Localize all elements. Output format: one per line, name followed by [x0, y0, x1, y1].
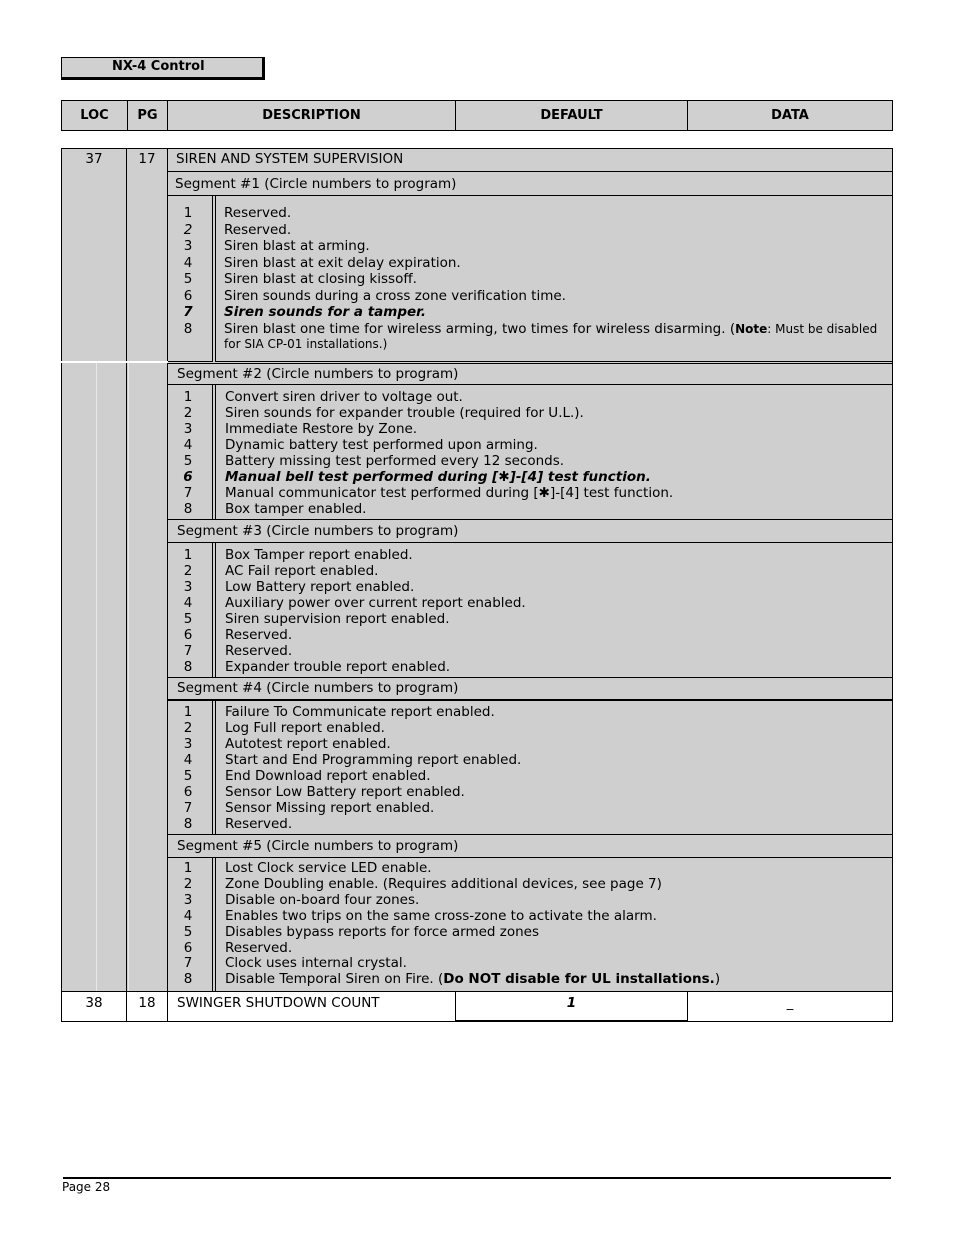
segment-4-body[interactable]: [168, 700, 893, 835]
segment-5-number[interactable]: 3: [183, 891, 193, 908]
segment-5-item: Reserved.: [225, 939, 293, 956]
segment-4-number[interactable]: 7: [183, 800, 193, 816]
row-38-loc: 38: [85, 995, 103, 1011]
segment-4-number[interactable]: 6: [183, 784, 193, 800]
segment-3-item: Expander trouble report enabled.: [225, 659, 451, 675]
segment-3-number[interactable]: 6: [183, 627, 193, 643]
segment-1-number[interactable]: 2: [183, 221, 193, 238]
divider: [128, 363, 129, 991]
segment-3-item: AC Fail report enabled.: [225, 563, 379, 579]
segment-1-item: Siren sounds during a cross zone verification time.: [224, 287, 566, 304]
segment-2-item: Battery missing test performed every 12 seconds.: [225, 453, 565, 469]
segment-5-number[interactable]: 1: [183, 860, 193, 876]
segment-1-item: Siren blast at exit delay expiration.: [224, 254, 461, 271]
note-label: Note: [735, 321, 768, 336]
segment-2-number[interactable]: 5: [183, 453, 193, 469]
segment-5-item: Enables two trips on the same cross-zone to activate the alarm.: [225, 907, 657, 924]
segment-1-item-8-cont: for SIA CP-01 installations.): [224, 337, 388, 351]
segment-4-number[interactable]: 2: [183, 720, 193, 736]
segment-1-number[interactable]: 4: [183, 254, 193, 271]
segment-5-heading-row: [168, 835, 893, 858]
note-text: : Must be disabled: [767, 321, 878, 336]
segment-1-heading-row: [168, 171, 893, 196]
segment-4-number[interactable]: 3: [183, 736, 193, 752]
col-header-pg: PG: [127, 100, 168, 131]
segment-4-item: Reserved.: [225, 816, 293, 832]
segment-5-number[interactable]: 7: [183, 955, 193, 972]
segment-2-heading-row: [168, 363, 893, 385]
row-38-description: SWINGER SHUTDOWN COUNT: [177, 995, 380, 1011]
row-37-loc: 37: [85, 151, 103, 167]
segment-2-item: Dynamic battery test performed upon arming.: [225, 437, 538, 453]
segment-3-number[interactable]: 1: [183, 547, 193, 563]
segment-1-item: Reserved.: [224, 221, 292, 238]
segment-2-item: Manual bell test performed during [✱]-[4] test function.: [225, 469, 651, 485]
segment-5-item: Disables bypass reports for force armed zones: [225, 923, 540, 940]
segment-3-item: Low Battery report enabled.: [225, 579, 415, 595]
segment-3-number[interactable]: 5: [183, 611, 193, 627]
segment-4-number[interactable]: 5: [183, 768, 193, 784]
segment-3-body[interactable]: [168, 543, 893, 678]
segment-1-item: Siren blast at arming.: [224, 238, 370, 254]
divider: [96, 363, 97, 991]
segment-5-item: Clock uses internal crystal.: [225, 955, 407, 972]
divider: [61, 361, 168, 363]
segment-3-item: Auxiliary power over current report enabled.: [225, 595, 526, 611]
col-header-data: DATA: [687, 100, 893, 131]
row-38-pg: 18: [138, 995, 156, 1011]
segment-3-heading-row: [168, 520, 893, 543]
page-number: Page 28: [62, 1180, 111, 1194]
col-header-loc: LOC: [61, 100, 128, 131]
segment-1-number[interactable]: 8: [183, 320, 193, 337]
segment-4-heading-row: [168, 678, 893, 700]
segment-3-item: Reserved.: [225, 627, 293, 643]
row-38-data-field[interactable]: _: [786, 995, 794, 1011]
segment-2-number[interactable]: 2: [183, 405, 193, 421]
segment-1-item-8: [224, 321, 877, 338]
row-38-default: 1: [566, 995, 577, 1011]
segment-2-body[interactable]: [168, 385, 893, 520]
segment-5-item-8: [225, 972, 720, 988]
segment-4-number[interactable]: 8: [183, 816, 193, 832]
row-37-title: SIREN AND SYSTEM SUPERVISION: [176, 151, 404, 167]
segment-2-number[interactable]: 7: [183, 485, 193, 501]
segment-1-number[interactable]: 6: [183, 287, 193, 304]
segment-2-heading: Segment #2 (Circle numbers to program): [177, 366, 459, 382]
divider: [167, 991, 168, 1022]
segment-3-item: Siren supervision report enabled.: [225, 611, 450, 627]
segment-4-number[interactable]: 1: [183, 704, 193, 720]
segment-5-item: Disable on-board four zones.: [225, 891, 420, 908]
segment-3-number[interactable]: 8: [183, 659, 193, 675]
segment-1-body[interactable]: [168, 196, 893, 362]
segment-5-number[interactable]: 5: [183, 923, 193, 940]
segment-4-item: Sensor Low Battery report enabled.: [225, 784, 465, 800]
segment-1-number[interactable]: 1: [183, 205, 193, 221]
segment-1-number[interactable]: 5: [183, 271, 193, 287]
segment-3-number[interactable]: 3: [183, 579, 193, 595]
segment-3-heading: Segment #3 (Circle numbers to program): [177, 523, 459, 539]
segment-4-item: Failure To Communicate report enabled.: [225, 704, 495, 720]
segment-4-item: Autotest report enabled.: [225, 736, 391, 752]
segment-1-number[interactable]: 7: [183, 304, 193, 320]
segment-5-heading: Segment #5 (Circle numbers to program): [177, 838, 459, 854]
segment-1-heading: Segment #1 (Circle numbers to program): [175, 176, 457, 192]
segment-3-item: Reserved.: [225, 643, 293, 659]
segment-4-item: End Download report enabled.: [225, 768, 431, 784]
segment-2-number[interactable]: 1: [183, 389, 193, 405]
control-title: NX-4 Control: [61, 57, 265, 80]
segment-4-item: Start and End Programming report enabled.: [225, 752, 522, 768]
paren-close: ): [714, 971, 721, 988]
segment-2-number[interactable]: 3: [183, 421, 193, 437]
segment-3-number[interactable]: 7: [183, 643, 193, 659]
footer-rule: [63, 1177, 891, 1179]
segment-4-item: Log Full report enabled.: [225, 720, 385, 736]
segment-3-item: Box Tamper report enabled.: [225, 547, 413, 563]
segment-1-item: Siren sounds for a tamper.: [224, 304, 427, 320]
col-header-default: DEFAULT: [455, 100, 688, 131]
row-37-pg: 17: [138, 151, 156, 167]
segment-5-item: Lost Clock service LED enable.: [225, 860, 432, 876]
segment-4-heading: Segment #4 (Circle numbers to program): [177, 680, 459, 696]
segment-5-number[interactable]: 4: [183, 907, 193, 924]
segment-2-item: Immediate Restore by Zone.: [225, 421, 418, 437]
segment-2-number[interactable]: 8: [183, 501, 193, 517]
segment-1-number[interactable]: 3: [183, 238, 193, 254]
segment-2-number[interactable]: 4: [183, 437, 193, 453]
segment-5-number[interactable]: 8: [183, 971, 193, 988]
divider: [126, 148, 127, 992]
segment-3-number[interactable]: 2: [183, 563, 193, 579]
segment-1-item-8-text: Siren blast one time for wireless arming, two times for wireless disarming. (: [224, 320, 736, 337]
segment-1-item: Reserved.: [224, 205, 292, 221]
segment-4-number[interactable]: 4: [183, 752, 193, 768]
segment-2-item: Siren sounds for expander trouble (required for U.L.).: [225, 405, 584, 421]
col-header-description: DESCRIPTION: [167, 100, 456, 131]
segment-2-item: Manual communicator test performed during [✱]-[4] test function.: [225, 485, 674, 501]
segment-5-number[interactable]: 2: [183, 875, 193, 892]
segment-4-item: Sensor Missing report enabled.: [225, 800, 435, 816]
segment-5-number[interactable]: 6: [183, 939, 193, 956]
segment-5-item-8-text: Disable Temporal Siren on Fire. (: [225, 971, 444, 988]
segment-1-item: Siren blast at closing kissoff.: [224, 271, 417, 287]
ul-warning: Do NOT disable for UL installations.: [443, 971, 715, 988]
segment-2-item: Convert siren driver to voltage out.: [225, 389, 463, 405]
segment-3-number[interactable]: 4: [183, 595, 193, 611]
segment-2-number[interactable]: 6: [183, 469, 193, 485]
segment-5-item: Zone Doubling enable. (Requires additional devices, see page 7): [225, 875, 662, 892]
segment-2-item: Box tamper enabled.: [225, 501, 367, 517]
segment-5-body[interactable]: [168, 857, 893, 992]
